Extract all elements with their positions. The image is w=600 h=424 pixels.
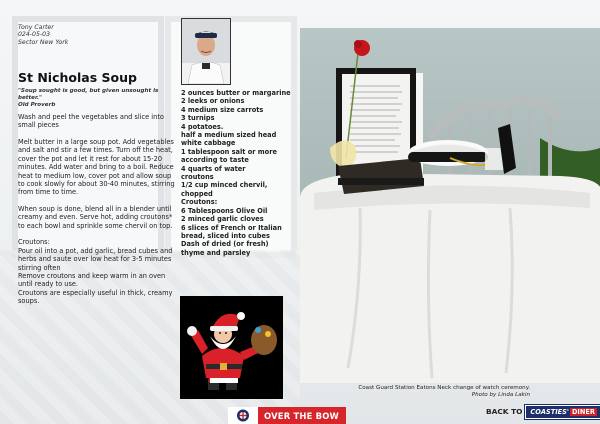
ingredient-item: 6 slices of French or Italian	[181, 223, 282, 232]
logo-diner: DINER	[571, 407, 595, 416]
santa-illustration	[180, 296, 283, 399]
recipe-quote-block	[18, 88, 178, 109]
photo-caption-block	[300, 385, 530, 399]
over-the-bow-button[interactable]	[228, 407, 346, 424]
ingredient-item: 6 Tablespoons Olive Oil	[181, 206, 268, 215]
author-sector: Sector New York	[18, 38, 69, 46]
ingredient-item: 3 turnips	[181, 114, 215, 123]
ingredient-item: 4 medium size carrots	[181, 105, 264, 114]
instruction-paragraph: Melt butter in a large soup pot. Add vegetables and salt and stir a few times. Turn off the heat, cover the pot and let it rest for about 15-20 minutes. Add water and bring to a boil. Reduce heat to medium low, cover pot and allow soup to cook slowly for about 30-40 minutes, stirring from time to time.	[18, 138, 175, 197]
ingredient-item: half a medium sized head	[181, 131, 277, 140]
croutons-heading: Croutons:	[18, 238, 50, 247]
croutons-line: Croutons are especially useful in thick, creamy soups.	[18, 288, 173, 306]
croutons-line: Pour oil into a pot, add garlic, bread cubes and herbs and saute over low heat for 3-5 minutes stirring often	[18, 246, 173, 272]
author-name: Tony Carter	[18, 24, 54, 31]
ingredient-item: according to taste	[181, 156, 249, 165]
ingredient-item: bread, sliced into cubes	[181, 231, 270, 240]
coast-guard-emblem-icon	[228, 407, 258, 424]
over-the-bow-label: OVER THE BOW	[264, 410, 339, 421]
photo-caption: Coast Guard Station Eatons Neck change of watch ceremony.	[358, 385, 530, 391]
ingredient-item: croutons	[181, 173, 214, 182]
author-date: 024-05-03	[18, 31, 51, 39]
ingredient-item: thyme and parsley	[181, 248, 251, 257]
instruction-paragraph: Wash and peel the vegetables and slice into small pieces	[18, 113, 164, 130]
ingredient-item: chopped	[181, 189, 213, 198]
instruction-paragraph: When soup is done, blend all in a blender until creamy and even. Serve hot, adding croutons* to each bowl and sprinkle some chervil on top.	[18, 205, 173, 230]
ingredient-item: Dash of dried (or fresh)	[181, 240, 269, 249]
ingredient-item: white cabbage	[181, 139, 236, 148]
author-portrait	[181, 18, 231, 85]
recipe-quote-source: Old Proverb	[18, 102, 56, 108]
logo-text: COASTIES'	[530, 407, 569, 416]
ingredient-item: 2 leeks or onions	[181, 97, 245, 106]
photo-credit: Photo by Linda Lakin	[471, 392, 530, 398]
ingredient-item: 1/2 cup minced chervil,	[181, 181, 268, 190]
back-to-diner-link[interactable]	[486, 403, 600, 420]
coasties-diner-logo	[525, 405, 600, 419]
ingredient-item: 2 ounces butter or margarine	[181, 89, 291, 97]
back-to-label: BACK TO	[486, 407, 523, 416]
ingredient-item: 1 tablespoon salt or more	[181, 147, 277, 156]
author-block	[18, 24, 68, 46]
croutons-line: Remove croutons and keep warm in an oven until ready to use.	[18, 272, 166, 289]
recipe-quote: "Soup sought is good, but given unsought is better."	[18, 88, 159, 101]
ingredient-item: 4 quarts of water	[181, 164, 246, 173]
recipe-title: St Nicholas Soup	[18, 70, 137, 85]
ingredients-list	[181, 89, 299, 257]
ingredient-item: 2 minced garlic cloves	[181, 215, 264, 224]
ingredient-item: 4 potatoes.	[181, 122, 224, 131]
ingredient-item: Croutons:	[181, 198, 218, 207]
ceremony-photo	[300, 28, 600, 383]
recipe-instructions	[18, 113, 178, 306]
